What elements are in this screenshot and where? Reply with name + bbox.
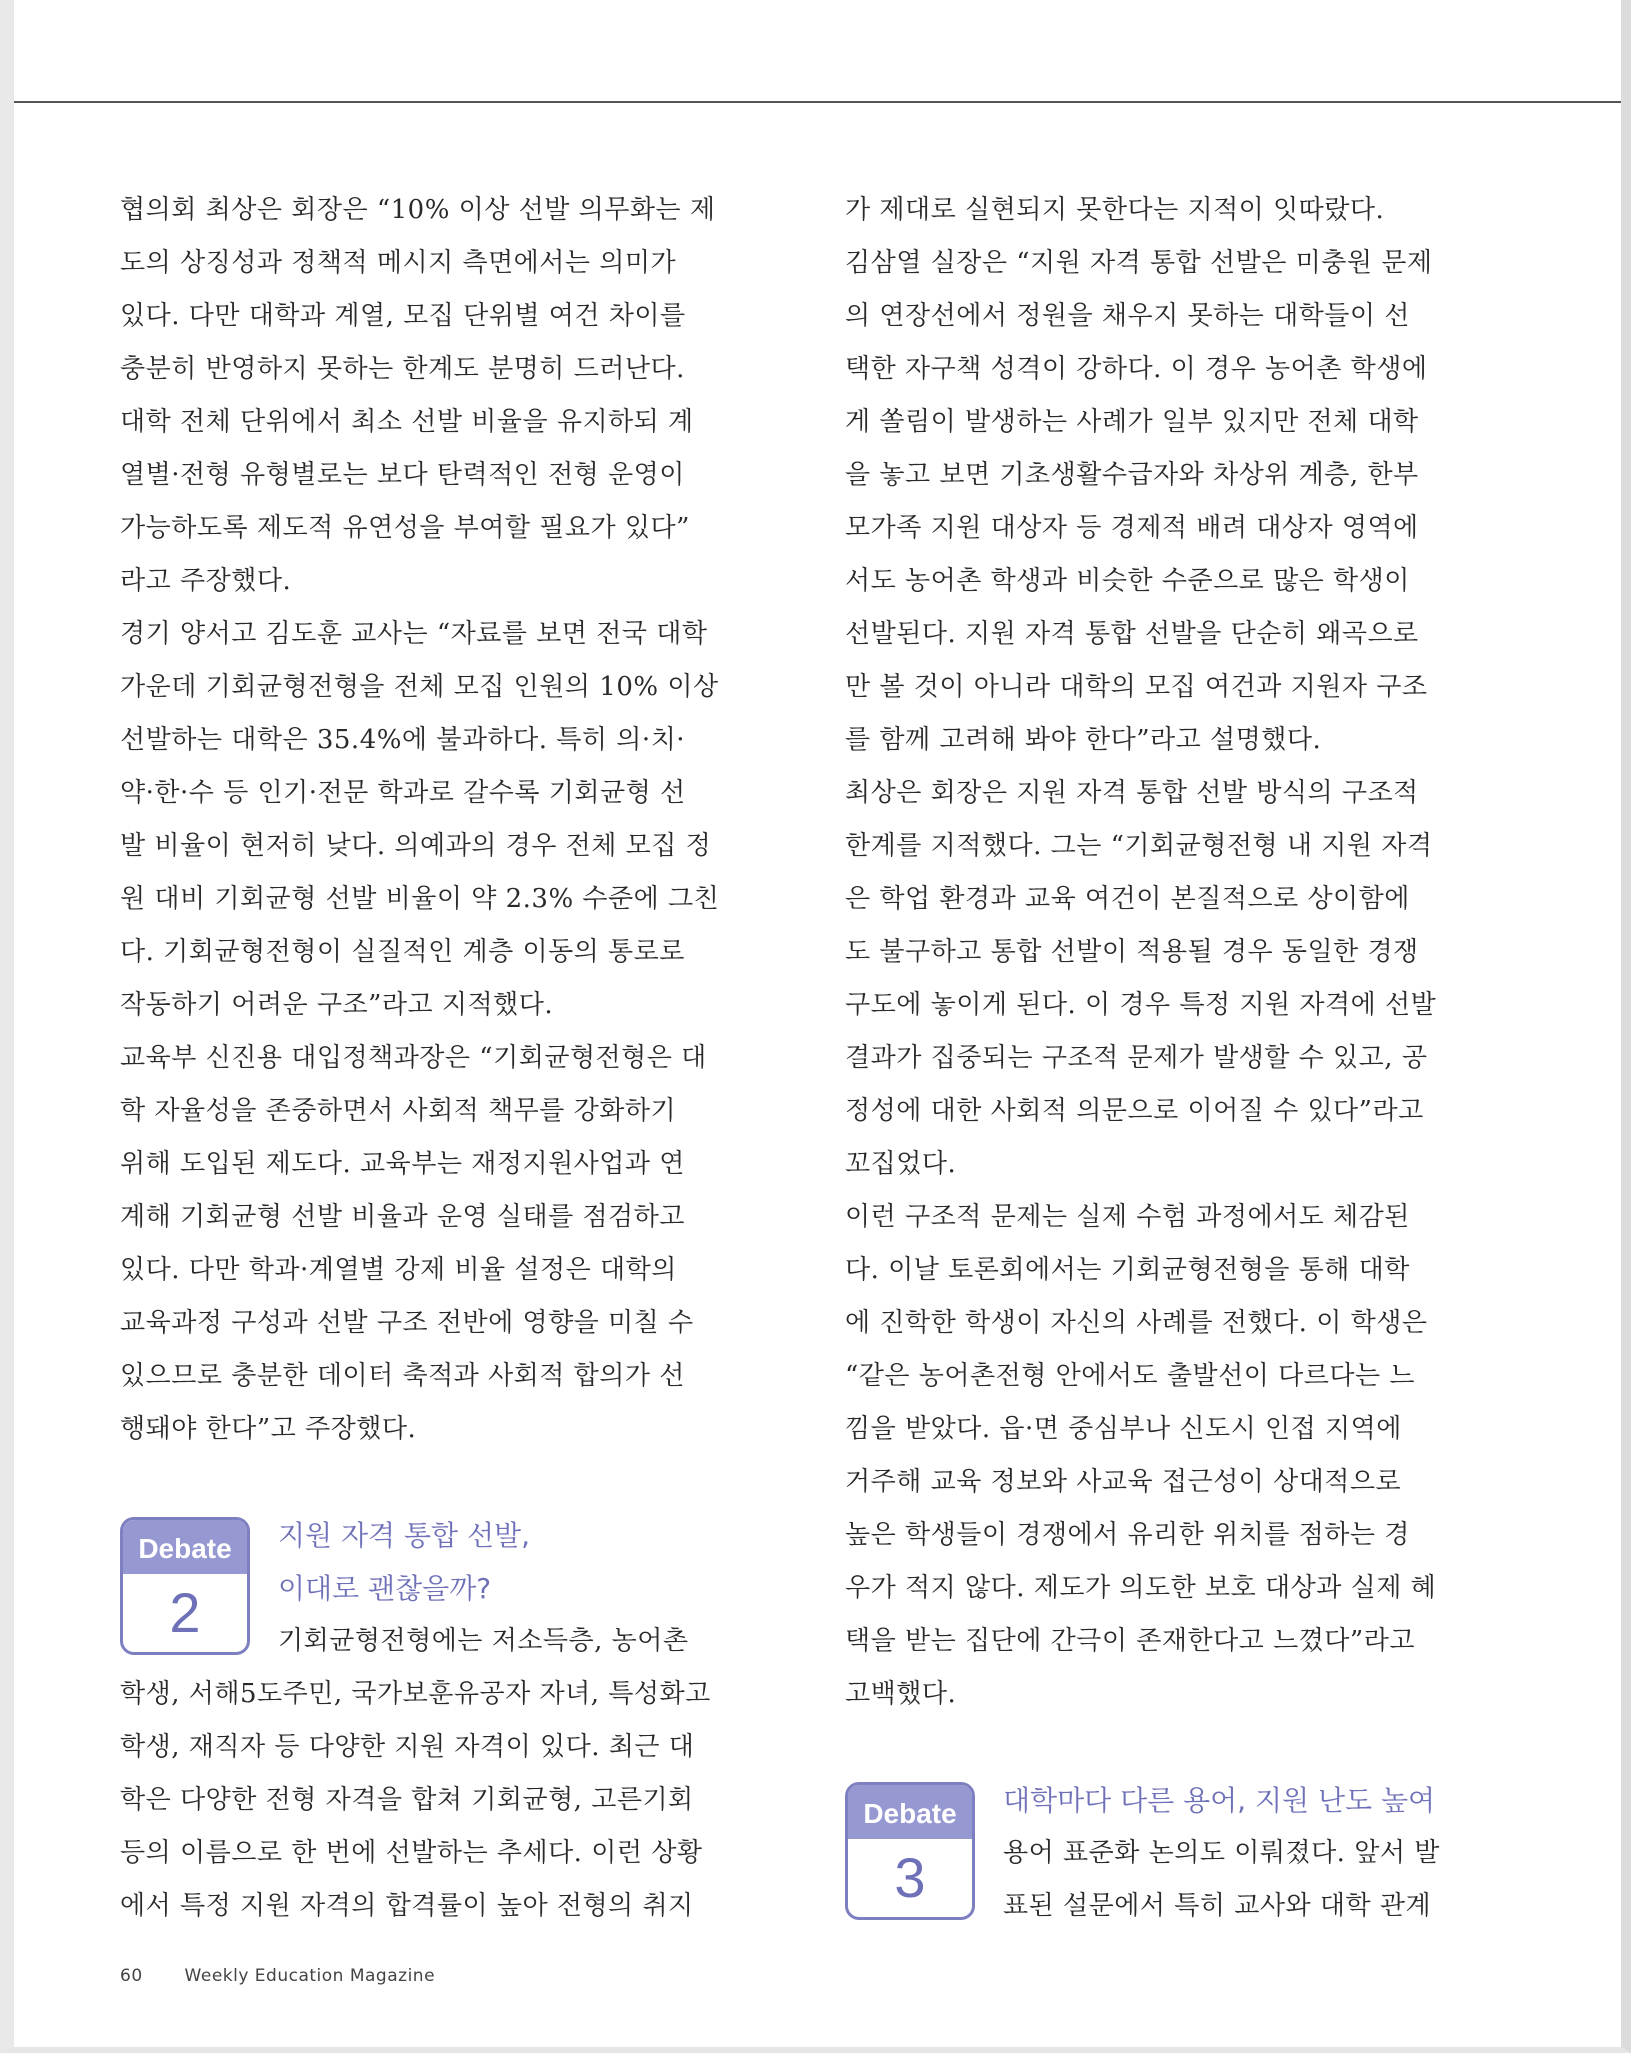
body-line: 가운데 기회균형전형을 전체 모집 인원의 10% 이상	[120, 672, 719, 702]
body-line: 등의 이름으로 한 번에 선발하는 추세다. 이런 상황	[120, 1838, 703, 1868]
left-paragraphs	[120, 184, 732, 1456]
body-line: 계해 기회균형 선발 비율과 운영 실태를 점검하고	[120, 1202, 685, 1232]
body-line: 김삼열 실장은 “지원 자격 통합 선발은 미충원 문제	[845, 248, 1433, 278]
debate-2-badge	[120, 1517, 250, 1655]
body-line: 행돼야 한다”고 주장했다.	[120, 1414, 417, 1444]
body-line: 모가족 지원 대상자 등 경제적 배려 대상자 영역에	[845, 513, 1419, 543]
debate-2-title-line: 지원 자격 통합 선발,	[278, 1519, 530, 1552]
body-line: 학생, 재직자 등 다양한 지원 자격이 있다. 최근 대	[120, 1732, 695, 1762]
body-line: 가 제대로 실현되지 못한다는 지적이 잇따랐다.	[845, 195, 1385, 225]
body-line: 결과가 집중되는 구조적 문제가 발생할 수 있고, 공	[845, 1043, 1428, 1073]
body-line: 가능하도록 제도적 유연성을 부여할 필요가 있다”	[120, 513, 690, 543]
body-line: 있으므로 충분한 데이터 축적과 사회적 합의가 선	[120, 1361, 685, 1391]
debate-badge-label: Debate	[848, 1785, 972, 1839]
right-paragraphs	[845, 184, 1457, 1721]
body-line: 대학 전체 단위에서 최소 선발 비율을 유지하되 계	[120, 407, 694, 437]
body-line: 서도 농어촌 학생과 비슷한 수준으로 많은 학생이	[845, 566, 1410, 596]
body-line: 선발하는 대학은 35.4%에 불과하다. 특히 의·치·	[120, 725, 686, 755]
body-line: “같은 농어촌전형 안에서도 출발선이 다르다는 느	[845, 1361, 1415, 1391]
right-column	[845, 184, 1457, 1933]
debate-2-title-line: 이대로 괜찮을까?	[278, 1572, 492, 1605]
body-line: 이런 구조적 문제는 실제 수험 과정에서도 체감된	[845, 1202, 1410, 1232]
body-line: 학생, 서해5도주민, 국가보훈유공자 자녀, 특성화고	[120, 1679, 711, 1709]
debate-2-heading	[278, 1509, 732, 1668]
body-line: 정성에 대한 사회적 의문으로 이어질 수 있다”라고	[845, 1096, 1424, 1126]
debate-badge-number: 2	[169, 1581, 201, 1644]
body-line: 충분히 반영하지 못하는 한계도 분명히 드러난다.	[120, 354, 685, 384]
page-number: 60	[120, 1966, 143, 1986]
body-line: 한계를 지적했다. 그는 “기회균형전형 내 지원 자격	[845, 831, 1433, 861]
body-line: 라고 주장했다.	[120, 566, 292, 596]
body-line: 에 진학한 학생이 자신의 사례를 전했다. 이 학생은	[845, 1308, 1428, 1338]
body-line: 협의회 최상은 회장은 “10% 이상 선발 의무화는 제	[120, 195, 716, 225]
spacer	[845, 1721, 1457, 1774]
body-line: 고백했다.	[845, 1679, 957, 1709]
body-line: 교육과정 구성과 선발 구조 전반에 영향을 미칠 수	[120, 1308, 694, 1338]
body-line: 만 볼 것이 아니라 대학의 모집 여건과 지원자 구조	[845, 672, 1428, 702]
body-line: 용어 표준화 논의도 이뤄졌다. 앞서 발	[1003, 1838, 1440, 1868]
debate-3-title: 대학마다 다른 용어, 지원 난도 높여	[1003, 1784, 1436, 1817]
page-footer	[120, 1966, 435, 1986]
left-column	[120, 184, 732, 1933]
debate-2-section	[120, 1509, 732, 1668]
body-line: 발 비율이 현저히 낮다. 의예과의 경우 전체 모집 정	[120, 831, 712, 861]
body-line: 다. 이날 토론회에서는 기회균형전형을 통해 대학	[845, 1255, 1410, 1285]
body-line: 학은 다양한 전형 자격을 합쳐 기회균형, 고른기회	[120, 1785, 694, 1815]
body-line: 구도에 놓이게 된다. 이 경우 특정 지원 자격에 선발	[845, 990, 1437, 1020]
body-line: 거주해 교육 정보와 사교육 접근성이 상대적으로	[845, 1467, 1402, 1497]
body-line: 위해 도입된 제도다. 교육부는 재정지원사업과 연	[120, 1149, 685, 1179]
body-line: 있다. 다만 대학과 계열, 모집 단위별 여건 차이를	[120, 301, 686, 331]
debate-badge-number: 3	[894, 1846, 926, 1909]
body-line: 기회균형전형에는 저소득층, 농어촌	[278, 1626, 689, 1656]
spacer	[120, 1456, 732, 1509]
debate-3-heading	[1003, 1774, 1457, 1933]
body-line: 도 불구하고 통합 선발이 적용될 경우 동일한 경쟁	[845, 937, 1419, 967]
body-line: 작동하기 어려운 구조”라고 지적했다.	[120, 990, 554, 1020]
body-line: 를 함께 고려해 봐야 한다”라고 설명했다.	[845, 725, 1322, 755]
body-line: 높은 학생들이 경쟁에서 유리한 위치를 점하는 경	[845, 1520, 1410, 1550]
body-line: 우가 적지 않다. 제도가 의도한 보호 대상과 실제 혜	[845, 1573, 1437, 1603]
body-line: 약·한·수 등 인기·전문 학과로 갈수록 기회균형 선	[120, 778, 686, 808]
body-line: 교육부 신진용 대입정책과장은 “기회균형전형은 대	[120, 1043, 707, 1073]
body-line: 경기 양서고 김도훈 교사는 “자료를 보면 전국 대학	[120, 619, 708, 649]
body-line: 최상은 회장은 지원 자격 통합 선발 방식의 구조적	[845, 778, 1419, 808]
body-line: 택을 받는 집단에 간극이 존재한다고 느꼈다”라고	[845, 1626, 1415, 1656]
body-line: 도의 상징성과 정책적 메시지 측면에서는 의미가	[120, 248, 677, 278]
body-line: 학 자율성을 존중하면서 사회적 책무를 강화하기	[120, 1096, 677, 1126]
body-line: 다. 기회균형전형이 실질적인 계층 이동의 통로로	[120, 937, 685, 967]
body-line: 택한 자구책 성격이 강하다. 이 경우 농어촌 학생에	[845, 354, 1428, 384]
left-paragraphs-continued	[120, 1668, 732, 1933]
magazine-name: Weekly Education Magazine	[184, 1966, 436, 1986]
body-line: 표된 설문에서 특히 교사와 대학 관계	[1003, 1891, 1432, 1921]
body-line: 낌을 받았다. 읍·면 중심부나 신도시 인접 지역에	[845, 1414, 1402, 1444]
body-line: 열별·전형 유형별로는 보다 탄력적인 전형 운영이	[120, 460, 685, 490]
body-line: 에서 특정 지원 자격의 합격률이 높아 전형의 취지	[120, 1891, 694, 1921]
body-line: 원 대비 기회균형 선발 비율이 약 2.3% 수준에 그친	[120, 884, 720, 914]
body-line: 의 연장선에서 정원을 채우지 못하는 대학들이 선	[845, 301, 1410, 331]
debate-3-badge	[845, 1782, 975, 1920]
debate-badge-label: Debate	[123, 1520, 247, 1574]
body-line: 있다. 다만 학과·계열별 강제 비율 설정은 대학의	[120, 1255, 677, 1285]
body-line: 은 학업 환경과 교육 여건이 본질적으로 상이함에	[845, 884, 1410, 914]
debate-3-section	[845, 1774, 1457, 1933]
header-rule	[14, 101, 1621, 103]
body-line: 꼬집었다.	[845, 1149, 957, 1179]
body-line: 을 놓고 보면 기초생활수급자와 차상위 계층, 한부	[845, 460, 1419, 490]
body-line: 게 쏠림이 발생하는 사례가 일부 있지만 전체 대학	[845, 407, 1419, 437]
body-line: 선발된다. 지원 자격 통합 선발을 단순히 왜곡으로	[845, 619, 1419, 649]
